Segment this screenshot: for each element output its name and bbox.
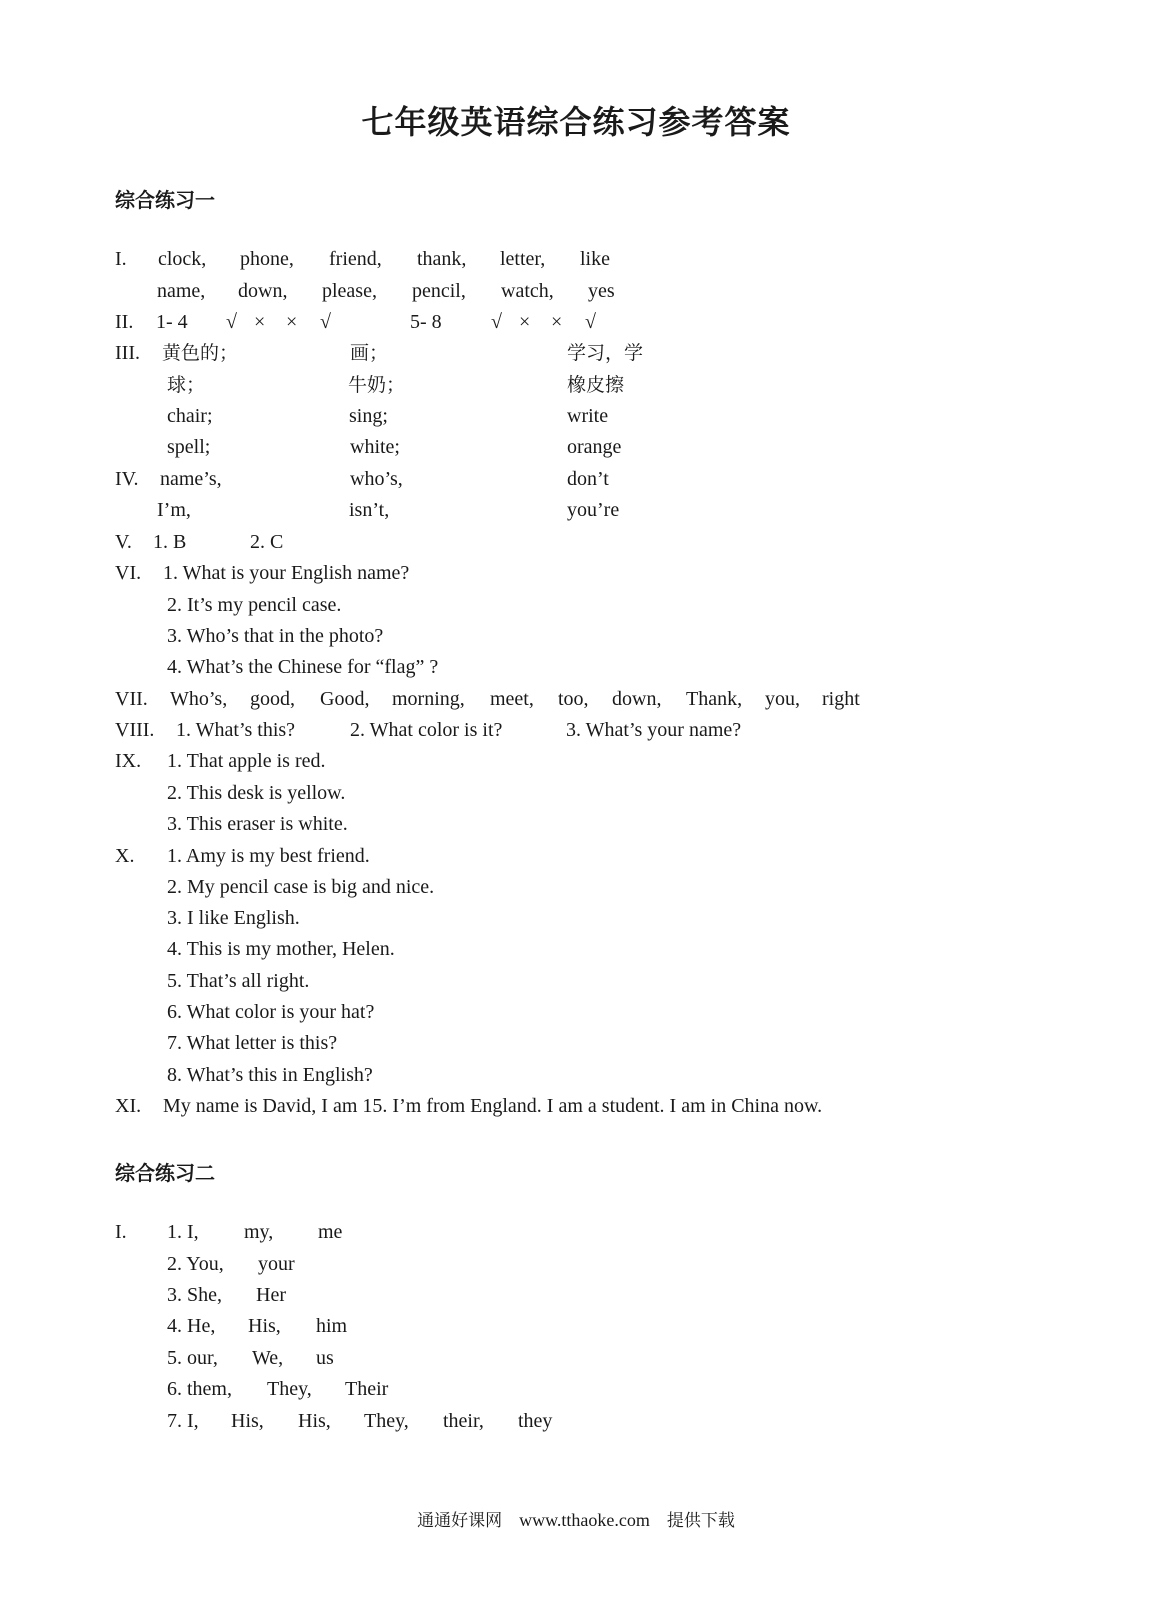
e1-VII-word: too, bbox=[558, 688, 589, 710]
e1-II-mark: × bbox=[254, 311, 266, 333]
page-footer bbox=[0, 1506, 1152, 1531]
e1-IX-item: 2. This desk is yellow. bbox=[167, 782, 346, 804]
e1-VII-word: Thank, bbox=[686, 688, 743, 710]
e1-X-item: 6. What color is your hat? bbox=[167, 1001, 375, 1023]
e1-VII-word: you, bbox=[765, 688, 800, 710]
e2-I-word: 7. I, bbox=[167, 1410, 199, 1432]
e1-I-number: I. bbox=[115, 248, 127, 270]
exercise2-heading: 综合练习二 bbox=[115, 1161, 215, 1185]
e2-I-word: We, bbox=[252, 1347, 284, 1369]
e1-IV-cell: you’re bbox=[567, 499, 620, 521]
e1-VII-word: meet, bbox=[490, 688, 534, 710]
e1-IX-number: IX. bbox=[115, 750, 142, 772]
footer-site-name: 通通好课网 bbox=[417, 1511, 503, 1531]
e1-IX-item: 3. This eraser is white. bbox=[167, 813, 348, 835]
e1-IX-item: 1. That apple is red. bbox=[167, 750, 326, 772]
e1-II-mark: √ bbox=[226, 311, 237, 333]
e2-I-word: His, bbox=[298, 1410, 331, 1432]
e2-I-word: us bbox=[316, 1347, 334, 1369]
e1-II-range: 5- 8 bbox=[410, 311, 442, 333]
e1-VIII-item: 2. What color is it? bbox=[350, 719, 503, 741]
e1-VII-number: VII. bbox=[115, 688, 148, 710]
e1-VII-word: morning, bbox=[392, 688, 465, 710]
e1-III-cell: sing; bbox=[349, 405, 388, 427]
e1-II-mark: √ bbox=[585, 311, 596, 333]
exercise1-heading: 综合练习一 bbox=[115, 188, 215, 212]
e1-IV-cell: I’m, bbox=[157, 499, 191, 521]
e1-IV-cell: isn’t, bbox=[349, 499, 390, 521]
e2-I-word: They, bbox=[364, 1410, 409, 1432]
e1-III-cell: 画； bbox=[350, 342, 389, 364]
e1-I-word: friend, bbox=[329, 248, 382, 270]
e1-VII-word: right bbox=[822, 688, 860, 710]
e1-IV-cell: name’s, bbox=[160, 468, 222, 490]
e2-I-word: His, bbox=[248, 1315, 281, 1337]
e1-I-word: letter, bbox=[500, 248, 546, 270]
page-title: 七年级英语综合练习参考答案 bbox=[361, 103, 791, 141]
e1-X-item: 3. I like English. bbox=[167, 907, 300, 929]
e1-II-range: 1- 4 bbox=[156, 311, 188, 333]
e1-II-mark: × bbox=[519, 311, 531, 333]
e1-VI-item: 3. Who’s that in the photo? bbox=[167, 625, 384, 647]
e1-I-word: name, bbox=[157, 280, 206, 302]
e2-I-word: they bbox=[518, 1410, 553, 1432]
e1-II-number: II. bbox=[115, 311, 134, 333]
e1-III-cell: white; bbox=[350, 436, 400, 458]
e1-VII-word: good, bbox=[250, 688, 295, 710]
e2-I-word: 1. I, bbox=[167, 1221, 199, 1243]
e1-III-cell: 学习，学 bbox=[567, 342, 644, 364]
e1-X-number: X. bbox=[115, 845, 135, 867]
e1-IV-number: IV. bbox=[115, 468, 139, 490]
e2-I-word: 4. He, bbox=[167, 1315, 216, 1337]
e2-I-word: Her bbox=[256, 1284, 286, 1306]
e1-I-word: thank, bbox=[417, 248, 467, 270]
e1-III-cell: 橡皮擦 bbox=[567, 374, 625, 396]
e1-IV-cell: don’t bbox=[567, 468, 609, 490]
e1-X-item: 7. What letter is this? bbox=[167, 1032, 338, 1054]
e2-I-word: me bbox=[318, 1221, 343, 1243]
e1-VIII-item: 3. What’s your name? bbox=[566, 719, 742, 741]
e1-VII-word: down, bbox=[612, 688, 662, 710]
e1-III-cell: orange bbox=[567, 436, 622, 458]
e1-X-item: 2. My pencil case is big and nice. bbox=[167, 876, 435, 898]
e2-I-word: your bbox=[258, 1253, 295, 1275]
e1-I-word: watch, bbox=[501, 280, 554, 302]
e1-II-mark: × bbox=[286, 311, 298, 333]
e2-I-word: my, bbox=[244, 1221, 274, 1243]
e2-I-word: 3. She, bbox=[167, 1284, 222, 1306]
e1-II-mark: × bbox=[551, 311, 563, 333]
e1-XI-number: XI. bbox=[115, 1095, 142, 1117]
footer-url[interactable]: www.tthaoke.com bbox=[519, 1510, 650, 1530]
e2-I-word: 5. our, bbox=[167, 1347, 218, 1369]
e1-III-number: III. bbox=[115, 342, 140, 364]
e1-VIII-item: 1. What’s this? bbox=[176, 719, 296, 741]
e1-II-mark: √ bbox=[320, 311, 331, 333]
e2-I-word: him bbox=[316, 1315, 348, 1337]
e1-X-item: 1. Amy is my best friend. bbox=[167, 845, 370, 867]
e1-I-word: clock, bbox=[158, 248, 207, 270]
e1-X-item: 5. That’s all right. bbox=[167, 970, 310, 992]
e1-III-cell: spell; bbox=[167, 436, 211, 458]
e2-I-word: 6. them, bbox=[167, 1378, 232, 1400]
e1-V-item: 2. C bbox=[250, 531, 284, 553]
e1-VII-word: Who’s, bbox=[170, 688, 228, 710]
e1-VI-item: 1. What is your English name? bbox=[163, 562, 410, 584]
e1-VI-item: 4. What’s the Chinese for “flag” ? bbox=[167, 656, 439, 678]
e2-I-number: I. bbox=[115, 1221, 127, 1243]
e2-I-word: their, bbox=[443, 1410, 484, 1432]
e1-IV-cell: who’s, bbox=[350, 468, 403, 490]
e1-V-number: V. bbox=[115, 531, 132, 553]
footer-suffix: 提供下载 bbox=[666, 1511, 735, 1531]
e1-VII-word: Good, bbox=[320, 688, 370, 710]
e1-III-cell: chair; bbox=[167, 405, 213, 427]
e1-III-cell: 球； bbox=[167, 374, 206, 396]
e1-I-word: pencil, bbox=[412, 280, 466, 302]
e1-I-word: like bbox=[580, 248, 610, 270]
e1-X-item: 8. What’s this in English? bbox=[167, 1064, 373, 1086]
e1-II-mark: √ bbox=[491, 311, 502, 333]
e1-I-word: yes bbox=[588, 280, 615, 302]
e1-VIII-number: VIII. bbox=[115, 719, 155, 741]
e1-III-cell: write bbox=[567, 405, 609, 427]
e2-I-word: They, bbox=[267, 1378, 312, 1400]
e1-X-item: 4. This is my mother, Helen. bbox=[167, 938, 395, 960]
e1-I-word: down, bbox=[238, 280, 288, 302]
e1-III-cell: 黄色的； bbox=[162, 342, 239, 364]
e1-I-word: phone, bbox=[240, 248, 294, 270]
e1-XI-text: My name is David, I am 15. I’m from England. I am a student. I am in China now. bbox=[163, 1095, 823, 1117]
e1-VI-item: 2. It’s my pencil case. bbox=[167, 594, 342, 616]
e1-VI-number: VI. bbox=[115, 562, 142, 584]
e2-I-word: Their bbox=[345, 1378, 389, 1400]
e1-V-item: 1. B bbox=[153, 531, 187, 553]
e1-III-cell: 牛奶； bbox=[348, 374, 406, 396]
e1-I-word: please, bbox=[322, 280, 377, 302]
e2-I-word: 2. You, bbox=[167, 1253, 224, 1275]
e2-I-word: His, bbox=[231, 1410, 264, 1432]
